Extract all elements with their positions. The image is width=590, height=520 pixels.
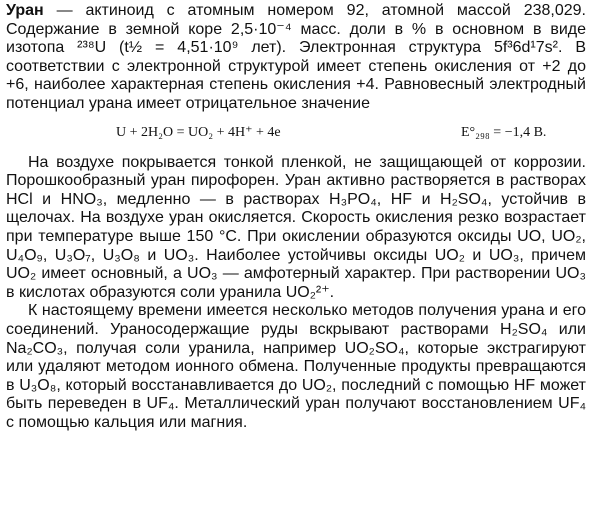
intro-paragraph: [6, 2, 586, 114]
intro-text: — актиноид с атомным номером 92, атомной массой 238,029. Содержание в земной коре 2,5·10⁻⁴ масс. доли в % в основном в виде изотопа ²³⁸U (t½ = 4,51·10⁹ лет). Электронная структура 5f³6d¹7s². В соответствии с электронной структурой имеет степень окисления от +2 до +6, наиболее характерная степень окисления +4. Равновесный электродный потенциал урана имеет отрицательное значение: [6, 2, 586, 112]
properties-paragraph: На воздухе покрывается тонкой пленкой, не защищающей от коррозии. Порошкообразный уран пирофорен. Уран активно растворяется в растворах HCl и HNO₃, медленно — в растворах H₃PO₄, HF и H₂SO₄, устойчив в щелочах. На воздухе уран окисляется. Скорость окисления резко возрастает при температуре выше 150 °C. При окислении образуются оксиды UO, UO₂, U₄O₉, U₃O₇, U₃O₈ и UO₃. Наиболее устойчивы оксиды UO₂ и UO₃, причем UO₂ имеет основный, а UO₃ — амфотерный характер. При растворении UO₃ в кислотах образуются соли уранила UO₂²⁺.: [6, 153, 586, 301]
equation-potential: E°₂₉₈ = −1,4 В.: [461, 124, 547, 140]
equation-reaction: U + 2H₂O = UO₂ + 4H⁺ + 4e: [116, 124, 281, 140]
reaction-equation: [6, 124, 586, 142]
production-paragraph: К настоящему времени имеется несколько методов получения урана и его соединений. Ураносодержащие руды вскрывают растворами H₂SO₄ или Na₂CO₃, получая соли уранила, например UO₂SO₄, которые экстрагируют или удаляют методом ионного обмена. Полученные продукты превращаются в U₃O₈, который восстанавливается до UO₂, последний с помощью HF может быть переведен в UF₄. Металлический уран получают восстановлением UF₄ с помощью кальция или магния.: [6, 302, 586, 431]
term-heading: Уран: [6, 2, 44, 19]
